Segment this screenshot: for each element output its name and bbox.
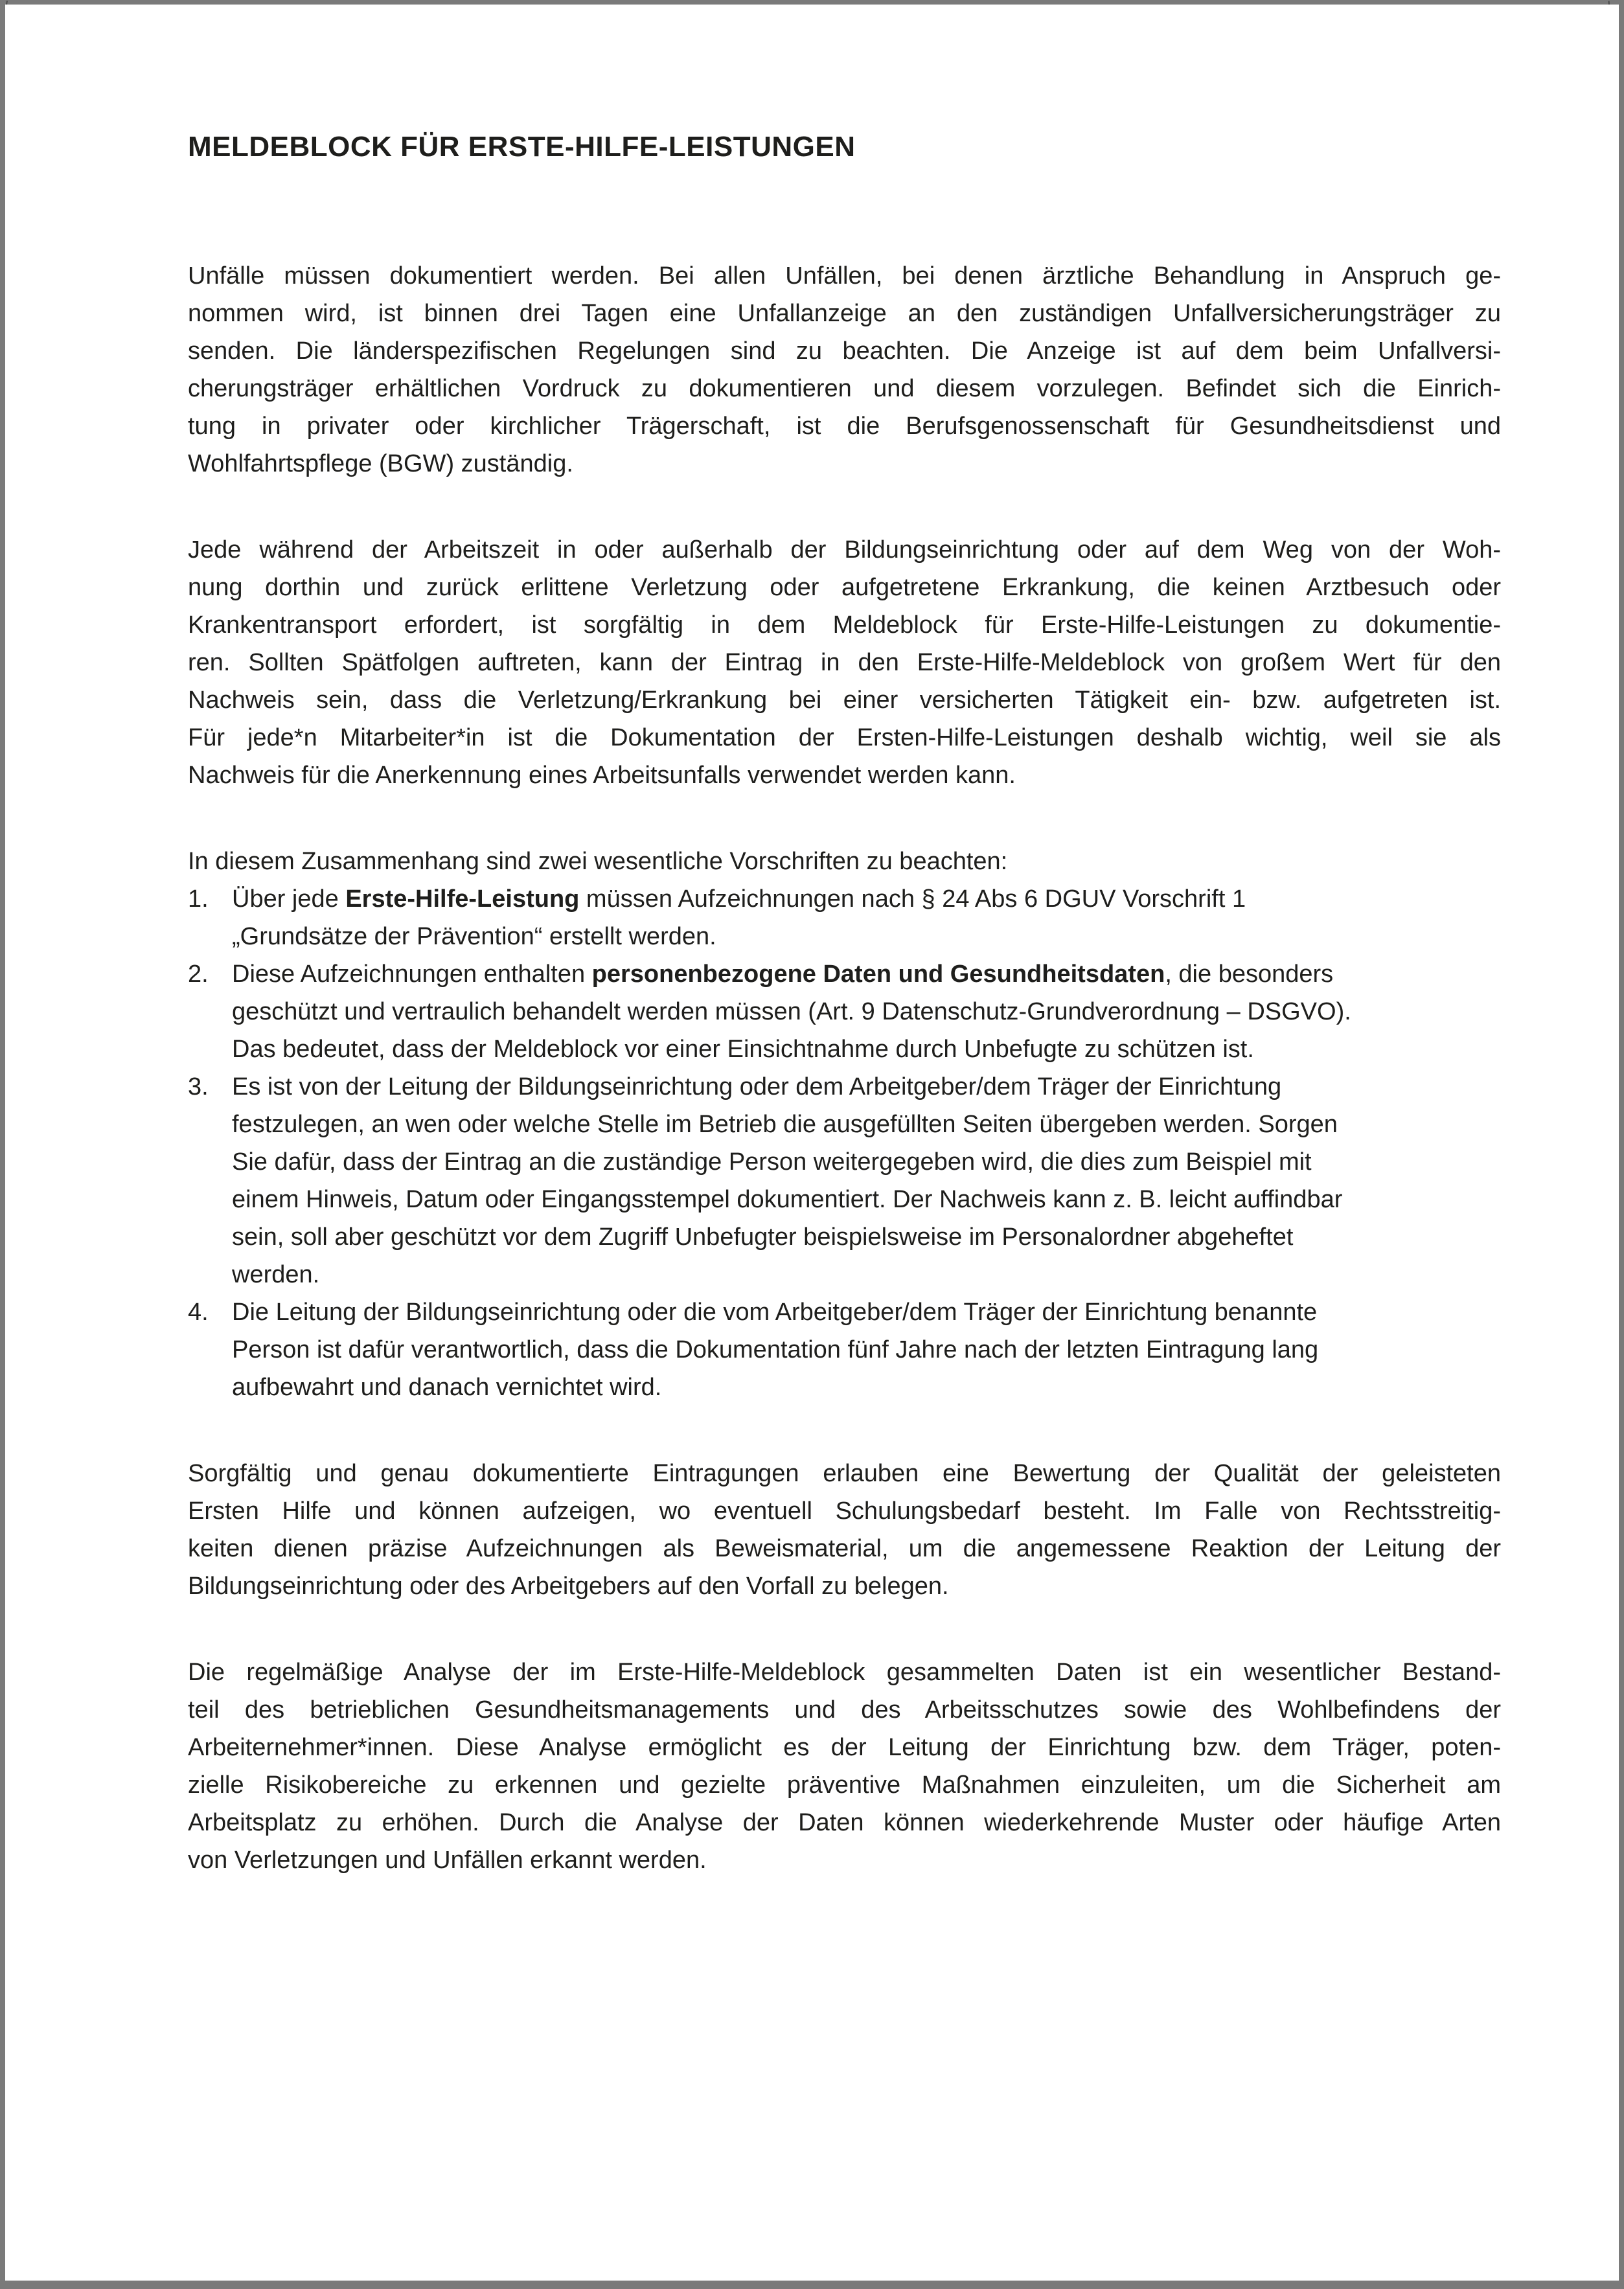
- text-line: Über jede Erste-Hilfe-Leistung müssen Aufzeichnungen nach § 24 Abs 6 DGUV Vorschrift 1: [232, 885, 1246, 913]
- paragraph: [188, 257, 1501, 483]
- text-line: Krankentransport erfordert, ist sorgfältig in dem Meldeblock für Erste-Hilfe-Leistungen zu dokumentie-: [188, 611, 1501, 639]
- list-intro-line: In diesem Zusammenhang sind zwei wesentliche Vorschriften zu beachten:: [188, 848, 1008, 875]
- list-item-number: 2.: [188, 961, 209, 988]
- text-line: zielle Risikobereiche zu erkennen und gezielte präventive Maßnahmen einzuleiten, um die Sicherheit am: [188, 1771, 1501, 1799]
- text-line: von Verletzungen und Unfällen erkannt werden.: [188, 1847, 707, 1874]
- list-item: [188, 1068, 1501, 1293]
- text-line: Unfälle müssen dokumentiert werden. Bei allen Unfällen, bei denen ärztliche Behandlung in Anspruch ge-: [188, 262, 1501, 290]
- text-line: Person ist dafür verantwortlich, dass die Dokumentation fünf Jahre nach der letzten Eintragung lang: [232, 1336, 1319, 1363]
- paragraph: [188, 1654, 1501, 1879]
- list-item-number: 4.: [188, 1299, 209, 1326]
- text-line: Jede während der Arbeitszeit in oder außerhalb der Bildungseinrichtung oder auf dem Weg von der Woh-: [188, 536, 1501, 564]
- text-line: „Grundsätze der Prävention“ erstellt werden.: [232, 923, 716, 950]
- text-line: festzulegen, an wen oder welche Stelle im Betrieb die ausgefüllten Seiten übergeben werden. Sorgen: [232, 1111, 1338, 1138]
- paragraph: [188, 531, 1501, 794]
- text-line: Bildungseinrichtung oder des Arbeitgebers auf den Vorfall zu belegen.: [188, 1573, 949, 1600]
- list-item: [188, 955, 1501, 1068]
- list-item-number: 1.: [188, 885, 209, 913]
- text-line: Wohlfahrtspflege (BGW) zuständig.: [188, 450, 573, 477]
- text-line: Arbeiternehmer*innen. Diese Analyse ermöglicht es der Leitung der Einrichtung bzw. dem Träger, poten-: [188, 1734, 1501, 1761]
- text-line: aufbewahrt und danach vernichtet wird.: [232, 1374, 662, 1401]
- document-content: [5, 5, 1619, 1879]
- text-line: Das bedeutet, dass der Meldeblock vor einer Einsichtnahme durch Unbefugte zu schützen ist.: [232, 1036, 1254, 1063]
- text-line: Diese Aufzeichnungen enthalten personenbezogene Daten und Gesundheitsdaten, die besonders: [232, 961, 1334, 988]
- text-line: Nachweis sein, dass die Verletzung/Erkrankung bei einer versicherten Tätigkeit ein- bzw. aufgetreten ist.: [188, 687, 1501, 714]
- text-line: cherungsträger erhältlichen Vordruck zu dokumentieren und diesem vorzulegen. Befindet sich die Einrich-: [188, 375, 1501, 402]
- list-item: [188, 880, 1501, 955]
- text-line: Die Leitung der Bildungseinrichtung oder die vom Arbeitgeber/dem Träger der Einrichtung benannte: [232, 1299, 1318, 1326]
- text-line: nommen wird, ist binnen drei Tagen eine Unfallanzeige an den zuständigen Unfallversicherungsträger zu: [188, 300, 1501, 327]
- text-line: Nachweis für die Anerkennung eines Arbeitsunfalls verwendet werden kann.: [188, 762, 1016, 789]
- document-page: [5, 5, 1619, 2281]
- text-line: Die regelmäßige Analyse der im Erste-Hilfe-Meldeblock gesammelten Daten ist ein wesentlicher Bestand-: [188, 1659, 1501, 1686]
- text-line: Sorgfältig und genau dokumentierte Eintragungen erlauben eine Bewertung der Qualität der geleisteten: [188, 1460, 1501, 1487]
- list-item: [188, 1293, 1501, 1406]
- paragraph: [188, 1455, 1501, 1605]
- text-line: geschützt und vertraulich behandelt werden müssen (Art. 9 Datenschutz-Grundverordnung – DSGVO).: [232, 998, 1351, 1025]
- text-line: senden. Die länderspezifischen Regelungen sind zu beachten. Die Anzeige ist auf dem beim Unfallversi-: [188, 337, 1501, 365]
- text-line: nung dorthin und zurück erlittene Verletzung oder aufgetretene Erkrankung, die keinen Arztbesuch oder: [188, 574, 1501, 601]
- text-line: teil des betrieblichen Gesundheitsmanagements und des Arbeitsschutzes sowie des Wohlbefindens der: [188, 1696, 1501, 1724]
- text-line: werden.: [232, 1261, 320, 1288]
- text-line: Für jede*n Mitarbeiter*in ist die Dokumentation der Ersten-Hilfe-Leistungen deshalb wichtig, weil sie als: [188, 724, 1501, 751]
- text-line: keiten dienen präzise Aufzeichnungen als Beweismaterial, um die angemessene Reaktion der Leitung der: [188, 1535, 1501, 1562]
- text-line: Ersten Hilfe und können aufzeigen, wo eventuell Schulungsbedarf besteht. Im Falle von Rechtsstreitig-: [188, 1498, 1501, 1525]
- text-line: tung in privater oder kirchlicher Trägerschaft, ist die Berufsgenossenschaft für Gesundheitsdienst und: [188, 413, 1501, 440]
- text-line: Sie dafür, dass der Eintrag an die zuständige Person weitergegeben wird, die dies zum Beispiel mit: [232, 1148, 1312, 1176]
- text-line: sein, soll aber geschützt vor dem Zugriff Unbefugter beispielsweise im Personalordner abgeheftet: [232, 1224, 1294, 1251]
- page-title: MELDEBLOCK FÜR ERSTE-HILFE-LEISTUNGEN: [188, 131, 856, 163]
- text-line: einem Hinweis, Datum oder Eingangsstempel dokumentiert. Der Nachweis kann z. B. leicht auffindbar: [232, 1186, 1343, 1213]
- document-body: [188, 257, 1501, 1879]
- list-item-number: 3.: [188, 1073, 209, 1100]
- text-line: Arbeitsplatz zu erhöhen. Durch die Analyse der Daten können wiederkehrende Muster oder häufige Arten: [188, 1809, 1501, 1836]
- text-line: ren. Sollten Spätfolgen auftreten, kann der Eintrag in den Erste-Hilfe-Meldeblock von großem Wert für den: [188, 649, 1501, 676]
- text-line: Es ist von der Leitung der Bildungseinrichtung oder dem Arbeitgeber/dem Träger der Einrichtung: [232, 1073, 1282, 1100]
- numbered-list-section: [188, 843, 1501, 1406]
